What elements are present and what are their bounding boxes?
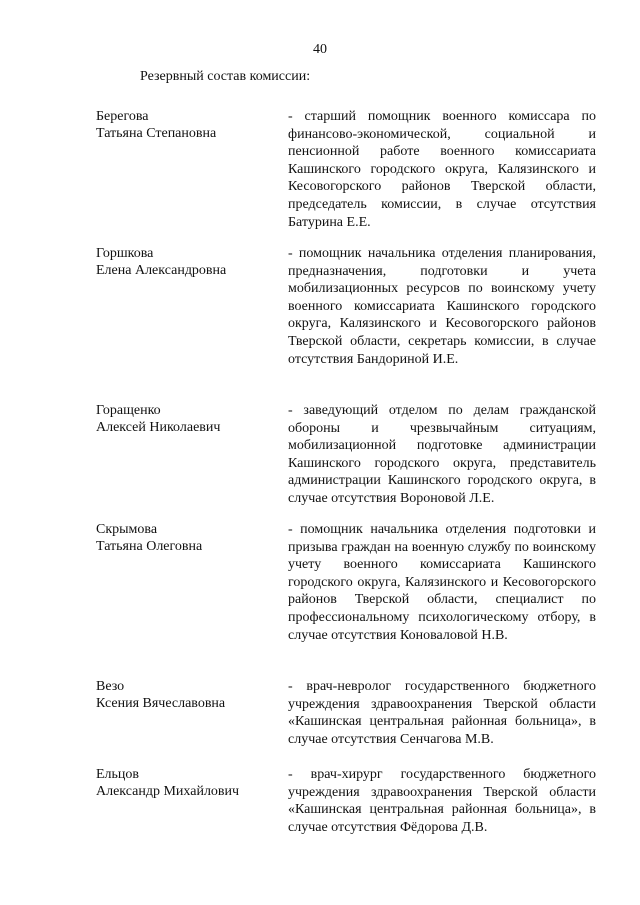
member-role: - старший помощник военного комиссара по финансово-экономической, социальной и пенсионной работе военного комиссариата Кашинского городского округа, Калязинского и Кесовогорского районов Тверской области, председатель комиссии, в случае отсутствия Батурина Е.Е. [288,109,596,230]
member-last-name: Горащенко [96,403,161,418]
member-name [96,678,276,712]
member-role: - помощник начальника отделения подготовки и призыва граждан на военную службу по воинскому учету военного комиссариата Кашинского городского округа, Калязинского и Кесовогорского районов Тверской области, специалист по профессиональному психологическому отбору, в случае отсутствия Коноваловой Н.В. [288,522,596,643]
member-name [96,766,276,800]
member-first-names: Алексей Николаевич [96,420,221,435]
member-last-name: Горшкова [96,246,154,261]
member-first-names: Татьяна Олеговна [96,539,203,554]
member-first-names: Александр Михайлович [96,784,240,799]
member-role: - помощник начальника отделения планирования, предназначения, подготовки и учета мобилизационных ресурсов по воинскому учету военного комиссариата Кашинского городского округа, Калязинского и Кесовогорского районов Тверской области, секретарь комиссии, в случае отсутствия Бандориной И.Е. [288,246,596,367]
page-number: 40 [313,42,327,57]
member-role: - врач-невролог государственного бюджетного учреждения здравоохранения Тверской области «Кашинская центральная районная больница», в случае отсутствия Сенчагова М.В. [288,679,596,747]
member-first-names: Елена Александровна [96,263,227,278]
member-name [96,108,276,142]
section-heading: Резервный состав комиссии: [140,69,311,84]
member-name [96,402,276,436]
member-role: - врач-хирург государственного бюджетного учреждения здравоохранения Тверской области «Кашинская центральная районная больница», в случае отсутствия Фёдорова Д.В. [288,767,596,835]
member-last-name: Берегова [96,109,149,124]
member-last-name: Везо [96,679,125,694]
member-last-name: Скрымова [96,522,158,537]
member-role: - заведующий отделом по делам гражданской обороны и чрезвычайным ситуациям, мобилизационной подготовке администрации Кашинского городского округа, представитель администрации Кашинского городского округа, в случае отсутствия Вороновой Л.Е. [288,403,596,506]
member-first-names: Ксения Вячеславовна [96,696,226,711]
member-first-names: Татьяна Степановна [96,126,217,141]
member-last-name: Ельцов [96,767,140,782]
member-name [96,245,276,279]
member-name [96,521,276,555]
